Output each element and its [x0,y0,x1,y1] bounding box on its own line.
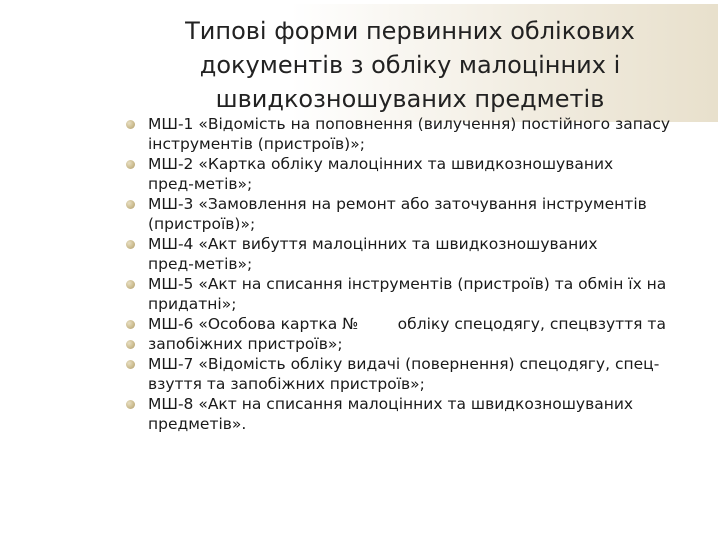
item-text: взуття та запобіжних пристроїв»; [148,375,425,393]
item-text: пред-метів»; [148,255,253,273]
item-text: МШ-5 «Акт на списання інструментів (пристроїв) та обмін їх на [148,275,667,293]
list-item [126,314,706,334]
bullet-icon [126,200,135,209]
item-text: МШ-1 «Відомість на поповнення (вилучення) постійного запасу [148,115,671,133]
item-text: запобіжних пристроїв»; [148,335,343,353]
bullet-icon [126,340,135,349]
item-text: МШ-8 «Акт на списання малоцінних та швидкозношуваних [148,395,634,413]
item-text: інструментів (пристроїв)»; [148,135,365,153]
list-item [126,334,706,354]
bullet-icon [126,360,135,369]
bullet-icon [126,160,135,169]
list-item [126,154,706,194]
item-text: МШ-2 «Картка обліку малоцінних та швидкозношуваних [148,155,614,173]
title-line: швидкозношуваних предметів [215,85,605,113]
item-text: (пристроїв)»; [148,215,256,233]
bullet-icon [126,120,135,129]
list-item [126,234,706,274]
item-text: придатні»; [148,295,237,313]
item-text: МШ-7 «Відомість обліку видачі (повернення) спецодягу, спец- [148,355,660,373]
item-text: пред-метів»; [148,175,253,193]
item-text: МШ-4 «Акт вибуття малоцінних та швидкозношуваних [148,235,598,253]
list-item [126,194,706,234]
item-text: предметів». [148,415,247,433]
list-item [126,274,706,314]
item-text: МШ-6 «Особова картка № обліку спецодягу, спецвзуття та [148,315,666,333]
document-list [126,114,706,434]
slide-title [140,14,680,116]
title-line: Типові форми первинних облікових [185,17,635,45]
list-item [126,354,706,394]
item-text: МШ-3 «Замовлення на ремонт або заточування інструментів [148,195,647,213]
bullet-icon [126,320,135,329]
list-item [126,394,706,434]
list-item [126,114,706,154]
bullet-icon [126,280,135,289]
bullet-icon [126,240,135,249]
bullet-icon [126,400,135,409]
title-line: документів з обліку малоцінних і [199,51,621,79]
